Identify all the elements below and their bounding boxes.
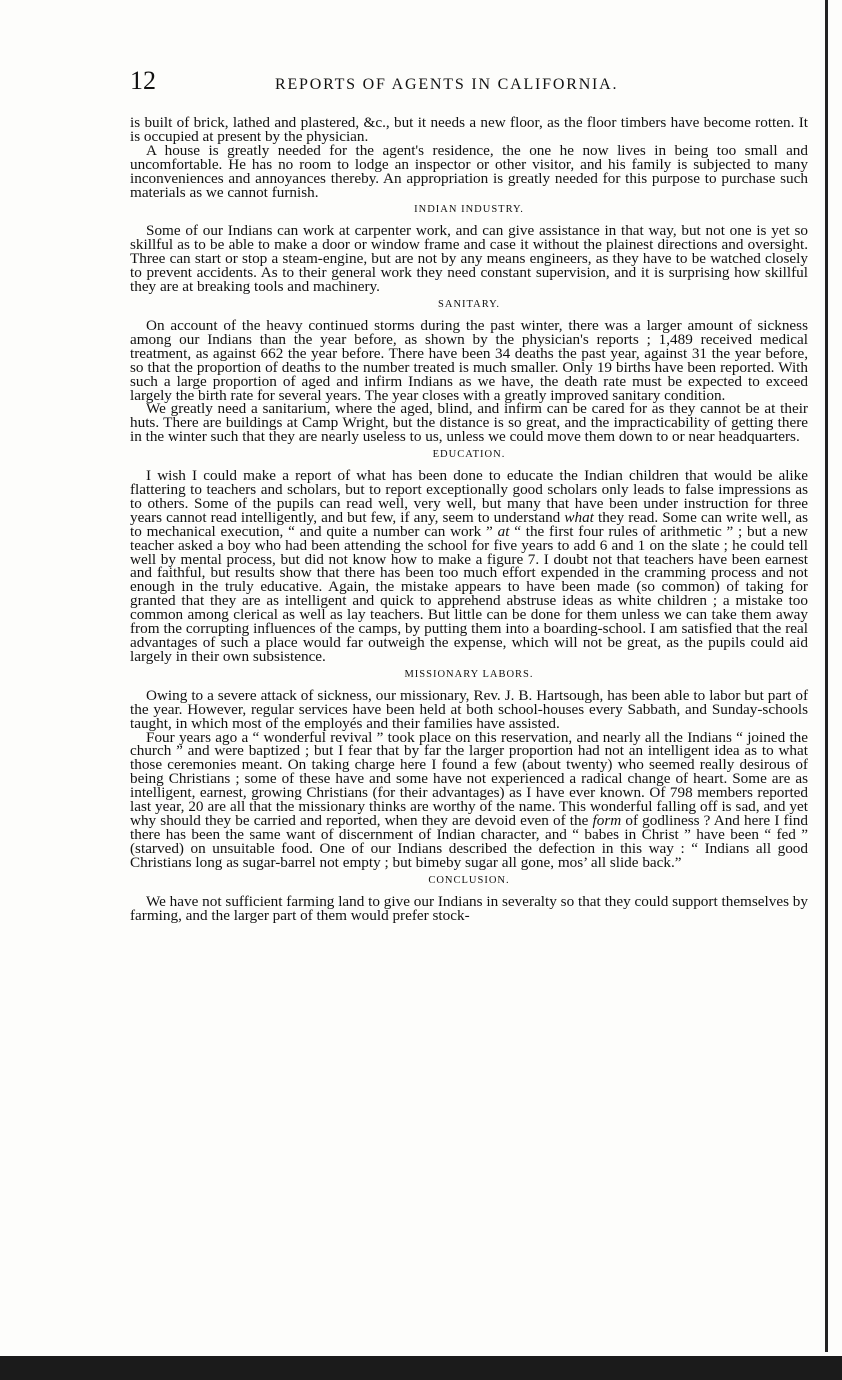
paragraph: [130, 728, 808, 871]
page-header: [130, 66, 810, 96]
text-run: “ the first four rules of arithmetic ” ; but a new teacher asked a boy who had been attending the school for five years to add 6 and 1 on the slate ; he could tell well by mental process, but did not know how to make a figure 7. I doubt not that teachers have been earnest and faithful, but results show that there has been too much effort expended in the cramming process and not enough in the truly educative. Again, the mistake appears to have been made (so common) of taking for granted that they are as intelligent and quick to apprehend abstruse ideas as white children ; a mistake too common among clerical as well as lay teachers. But little can be done for them unless we can take them away from the corrupting influences of the camps, by putting them into a boarding-school. I am satisfied that the real advantages of such a place would far outweigh the expense, which will not be great, as the pupils could aid largely in their own subsistence.: [130, 522, 809, 665]
paragraph: is built of brick, lathed and plastered, &c., but it needs a new floor, as the floor timbers have become rotten. It is occupied at present by the physician.: [130, 114, 808, 145]
text-run: I wish I could make a report of what has been done to educate the Indian children that would be alike flattering to teachers and scholars, but to report exceptionally good scholars only leads to false impressions as to others. Some of the pupils can read well, very well, but many that have been under instruction for three years cannot read intelligently, and but few, if any, seem to understand: [130, 467, 808, 526]
section-heading-sanitary: SANITARY.: [438, 298, 500, 310]
page-number: 12: [130, 66, 156, 95]
paragraph: We greatly need a sanitarium, where the aged, blind, and infirm can be cared for as they cannot be at their huts. There are buildings at Camp Wright, but the distance is so great, and the impracticability of getting there in the winter such that they are nearly useless to us, unless we could move them down to or near headquarters.: [130, 400, 808, 446]
section-heading-indian-industry: INDIAN INDUSTRY.: [414, 204, 524, 216]
section-heading-missionary-labors: MISSIONARY LABORS.: [404, 668, 534, 680]
running-head: REPORTS OF AGENTS IN CALIFORNIA.: [275, 76, 619, 93]
section-heading-education: EDUCATION.: [432, 449, 506, 461]
emphasis-text: form: [592, 811, 622, 829]
paragraph: A house is greatly needed for the agent's residence, the one he now lives in being too small and uncomfortable. He has no room to lodge an inspector or other visitor, and his family is subjected to many inconveniences and annoyances thereby. An appropriation is greatly needed for this purpose to purchase such materials as we cannot furnish.: [130, 141, 808, 201]
paragraph: Owing to a severe attack of sickness, our missionary, Rev. J. B. Hartsough, has been able to labor but part of the year. However, regular services have been held at both school-houses every Sabbath, and Sunday-schools taught, in which most of the employés and their families have assisted.: [130, 686, 808, 732]
text-run: of godliness ? And here I find there has been the same want of discernment of Indian character, and “ babes in Christ ” have been “ fed ” (starved) on unsuitable food. One of our Indians described the defection in this way : “ Indians all good Christians long as sugar-barrel not empty ; but bimeby sugar all gone, mos’ all slide back.”: [130, 811, 808, 871]
text-run: they read. Some can write well, as to mechanical execution, “ and quite a number can work ”: [130, 508, 808, 540]
paragraph: [130, 469, 808, 664]
section-heading-conclusion: CONCLUSION.: [428, 874, 510, 886]
emphasis-text: at: [497, 522, 510, 540]
body-text: [130, 116, 808, 922]
emphasis-text: what: [564, 508, 594, 526]
paragraph: We have not sufficient farming land to give our Indians in severalty so that they could support themselves by farming, and the larger part of them would prefer stock-: [130, 892, 808, 924]
paragraph: Some of our Indians can work at carpenter work, and can give assistance in that way, but not one is yet so skillful as to be able to make a door or window frame and case it without the plainest directions and oversight. Three can start or stop a steam-engine, but are not by any means engineers, as they have to be watched closely to prevent accidents. As to their general work they need constant supervision, and it is surprising how skillful they are at breaking tools and machinery.: [130, 222, 808, 296]
text-run: Four years ago a “ wonderful revival ” took place on this reservation, and nearly all the Indians “ joined the church ” and were baptized ; but I fear that by far the larger proportion had not an intelligent idea as to what those ceremonies meant. On taking charge here I found a few (about twenty) who seemed really desirous of being Christians ; some of these have and some have not experienced a radical change of heart. Some are as intelligent, earnest, growing Christians (for their advantages) as I have ever known. Of 798 members reported last year, 20 are all that the missionary thinks are worthy of the name. This wonderful falling off is sad, and yet why should they be carried and reported, when they are devoid even of the: [130, 728, 808, 829]
page-bottom-border: [0, 1356, 842, 1380]
paragraph: On account of the heavy continued storms during the past winter, there was a larger amount of sickness among our Indians than the year before, as shown by the physician's reports ; 1,489 received medical treatment, as against 662 the year before. There have been 34 deaths the past year, against 31 the year before, so that the proportion of deaths to the number treated is much smaller. Only 19 births have been reported. With such a large proportion of aged and infirm Indians as we have, the death rate must be expected to exceed largely the birth rate for several years. The year closes with a greatly improved sanitary condition.: [130, 316, 808, 404]
page-edge-shadow: [825, 0, 828, 1352]
